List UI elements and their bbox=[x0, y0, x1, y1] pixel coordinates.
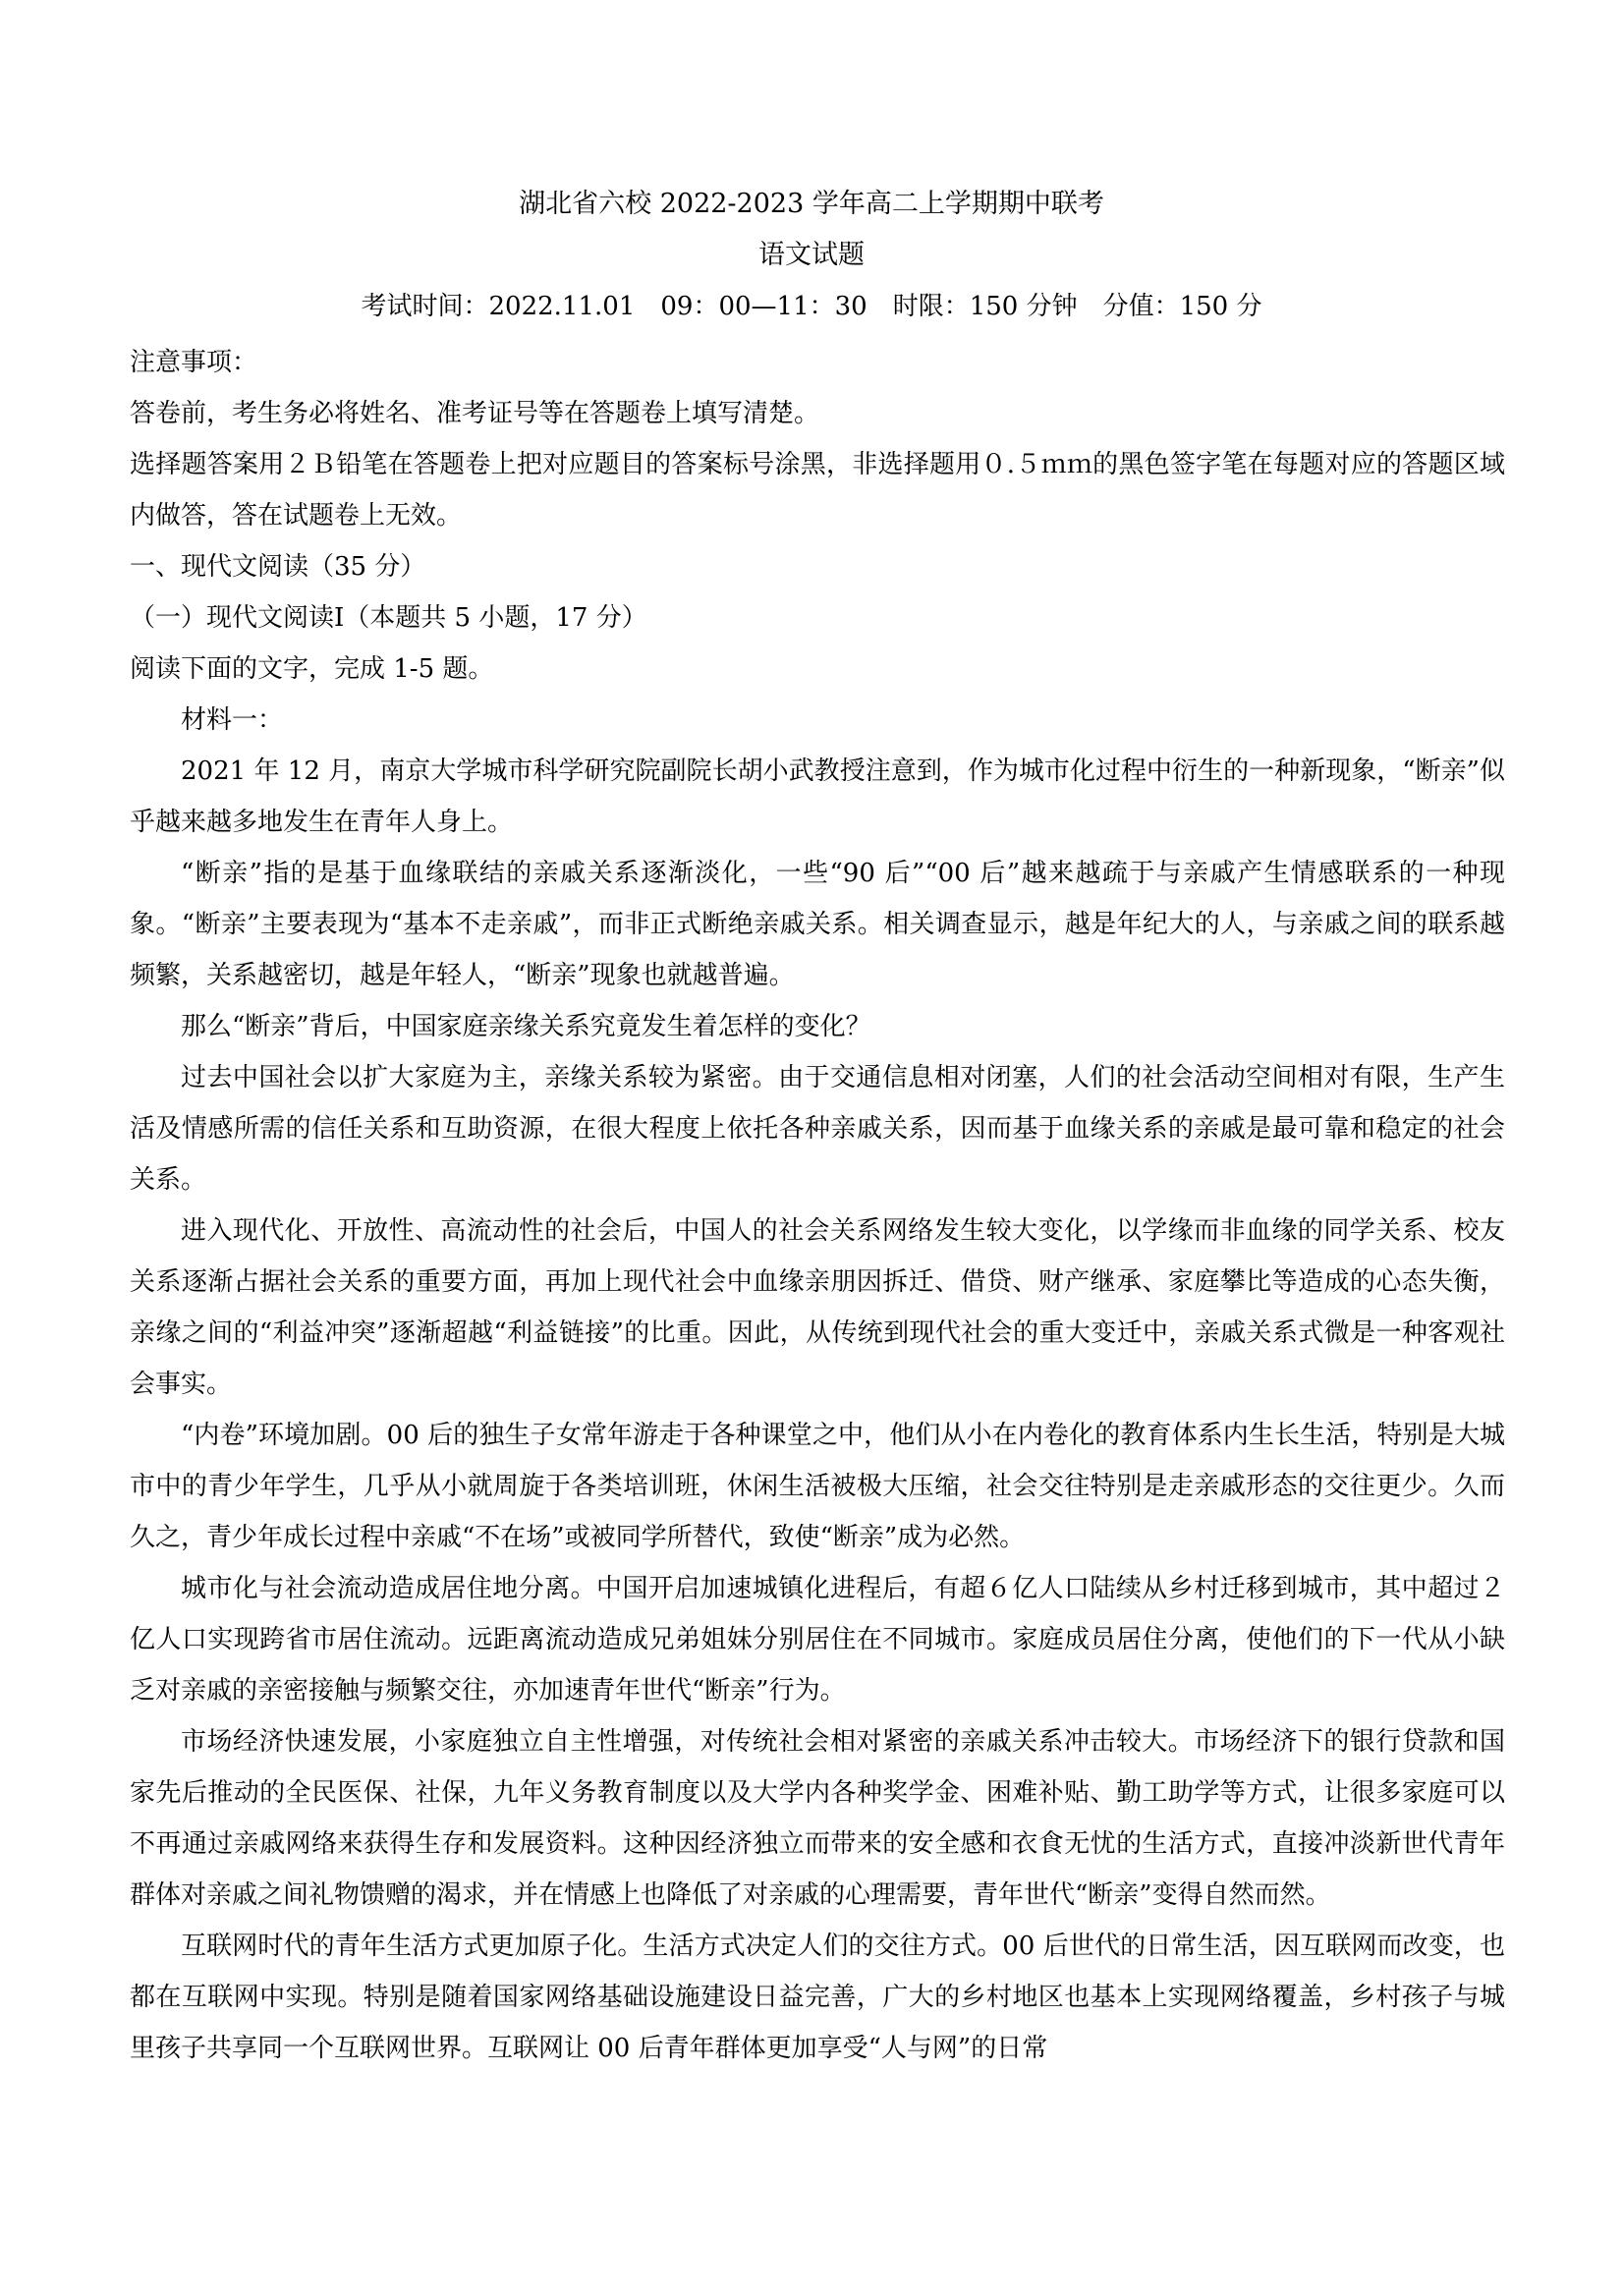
passage-paragraph: 互联网时代的青年生活方式更加原子化。生活方式决定人们的交往方式。00 后世代的日常生活，因互联网而改变，也都在互联网中实现。特别是随着国家网络基础设施建设日益完善，广大的乡村地区也基本上实现网络覆盖，乡村孩子与城里孩子共享同一个互联网世界。互联网让 00 后青年群体更加享受“人与网”的日常 bbox=[130, 1932, 1505, 2063]
exam-subject: 语文试题 bbox=[758, 240, 865, 270]
passage-paragraph: 进入现代化、开放性、高流动性的社会后，中国人的社会关系网络发生较大变化，以学缘而非血缘的同学关系、校友关系逐渐占据社会关系的重要方面，再加上现代社会中血缘亲朋因拆迁、借贷、财产继承、家庭攀比等造成的心态失衡，亲缘之间的“利益冲突”逐渐超越“利益链接”的比重。因此，从传统到现代社会的重大变迁中，亲戚关系式微是一种客观社会事实。 bbox=[130, 1216, 1505, 1399]
exam-content bbox=[130, 337, 1505, 2074]
notes-heading: 注意事项： bbox=[130, 348, 258, 377]
note-item: 答卷前，考生务必将姓名、准考证号等在答题卷上填写清楚。 bbox=[130, 399, 820, 428]
passage-paragraph: 过去中国社会以扩大家庭为主，亲缘关系较为紧密。由于交通信息相对闭塞，人们的社会活动空间相对有限，生产生活及情感所需的信任关系和互助资源，在很大程度上依托各种亲戚关系，因而基于血缘关系的亲戚是最可靠和稳定的社会关系。 bbox=[130, 1063, 1505, 1195]
section-heading: 一、现代文阅读（35 分） bbox=[130, 552, 426, 582]
passage-paragraph: 2021 年 12 月，南京大学城市科学研究院副院长胡小武教授注意到，作为城市化过程中衍生的一种新现象，“断亲”似乎越来越多地发生在青年人身上。 bbox=[130, 756, 1505, 837]
exam-info: 考试时间：2022.11.01 09：00—11：30 时限：150 分钟 分值：150 分 bbox=[361, 292, 1262, 321]
passage-paragraph: 市场经济快速发展，小家庭独立自主性增强，对传统社会相对紧密的亲戚关系冲击较大。市场经济下的银行贷款和国家先后推动的全民医保、社保，九年义务教育制度以及大学内各种奖学金、困难补贴、勤工助学等方式，让很多家庭可以不再通过亲戚网络来获得生存和发展资料。这种因经济独立而带来的安全感和衣食无忧的生活方式，直接冲淡新世代青年群体对亲戚之间礼物馈赠的渴求，并在情感上也降低了对亲戚的心理需要，青年世代“断亲”变得自然而然。 bbox=[130, 1727, 1505, 1910]
passage-paragraph: 那么“断亲”背后，中国家庭亲缘关系究竟发生着怎样的变化？ bbox=[181, 1012, 871, 1041]
note-item: 选择题答案用２Ｂ铅笔在答题卷上把对应题目的答案标号涂黑，非选择题用０.５ｍｍ的黑色签字笔在每题对应的答题区域内做答，答在试题卷上无效。 bbox=[130, 450, 1505, 531]
passage-paragraph: 城市化与社会流动造成居住地分离。中国开启加速城镇化进程后，有超６亿人口陆续从乡村迁移到城市，其中超过２亿人口实现跨省市居住流动。远距离流动造成兄弟姐妹分别居住在不同城市。家庭成员居住分离，使他们的下一代从小缺乏对亲戚的亲密接触与频繁交往，亦加速青年世代“断亲”行为。 bbox=[130, 1574, 1505, 1706]
reading-instruction: 阅读下面的文字，完成 1-5 题。 bbox=[130, 654, 494, 684]
subsection-heading: （一）现代文阅读Ⅰ（本题共 5 小题，17 分） bbox=[130, 603, 647, 633]
passage-paragraph: “内卷”环境加剧。00 后的独生子女常年游走于各种课堂之中，他们从小在内卷化的教育体系内生长生活，特别是大城市中的青少年学生，几乎从小就周旋于各类培训班，休闲生活被极大压缩，社会交往特别是走亲戚形态的交往更少。久而久之，青少年成长过程中亲戚“不在场”或被同学所替代，致使“断亲”成为必然。 bbox=[130, 1421, 1505, 1552]
exam-title: 湖北省六校 2022-2023 学年高二上学期期中联考 bbox=[519, 189, 1104, 219]
material-label: 材料一： bbox=[181, 705, 284, 735]
passage-paragraph: “断亲”指的是基于血缘联结的亲戚关系逐渐淡化，一些“90 后”“00 后”越来越疏于与亲戚产生情感联系的一种现象。“断亲”主要表现为“基本不走亲戚”，而非正式断绝亲戚关系。相关调查显示，越是年纪大的人，与亲戚之间的联系越频繁，关系越密切，越是年轻人，“断亲”现象也就越普遍。 bbox=[130, 859, 1505, 990]
